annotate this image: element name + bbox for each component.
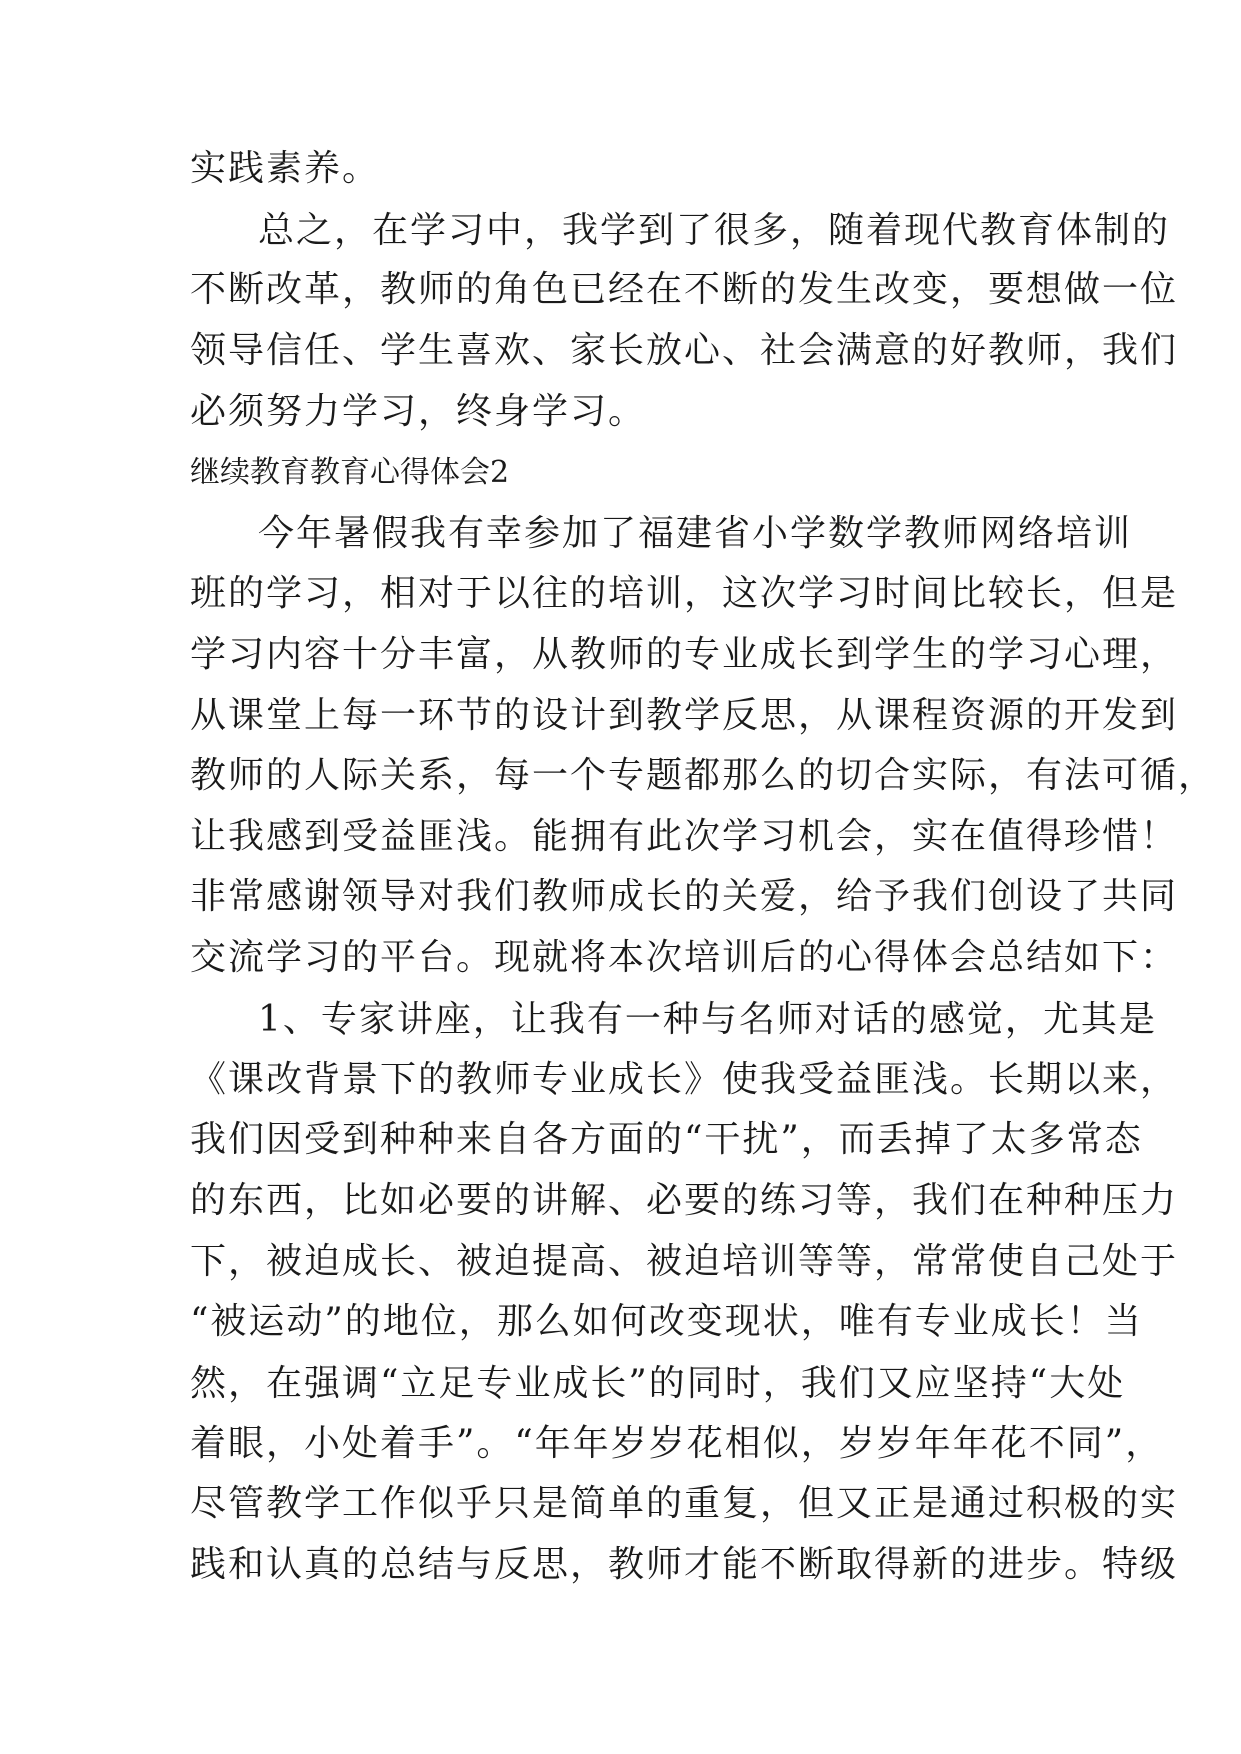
- text-line: 实践素养。: [190, 148, 381, 189]
- text-line: 下，被迫成长、被迫提高、被迫培训等等，常常使自己处于: [190, 1241, 1179, 1282]
- text-line: 不断改革，教师的角色已经在不断的发生改变，要想做一位: [190, 269, 1179, 310]
- text-line: 班的学习，相对于以往的培训，这次学习时间比较长，但是: [190, 573, 1179, 614]
- text-line: 的东西，比如必要的讲解、必要的练习等，我们在种种压力: [190, 1180, 1179, 1221]
- text-line: 必须努力学习，终身学习。: [190, 391, 647, 432]
- text-line: 领导信任、学生喜欢、家长放心、社会满意的好教师，我们: [190, 330, 1179, 371]
- text-line: 然，在强调“立足专业成长”的同时，我们又应坚持“大处: [190, 1363, 1126, 1404]
- text-line: 交流学习的平台。现就将本次培训后的心得体会总结如下：: [190, 937, 1179, 978]
- text-line: “被运动”的地位，那么如何改变现状，唯有专业成长！当: [190, 1301, 1143, 1342]
- text-line: 着眼，小处着手”。“年年岁岁花相似，岁岁年年花不同”，: [190, 1423, 1164, 1464]
- text-line: 尽管教学工作似乎只是简单的重复，但又正是通过积极的实: [190, 1483, 1179, 1524]
- paragraph-start: 总之，在学习中，我学到了很多，随着现代教育体制的: [258, 210, 1171, 251]
- text-line: 学习内容十分丰富，从教师的专业成长到学生的学习心理，: [190, 634, 1179, 675]
- text-line: 《课改背景下的教师专业成长》使我受益匪浅。长期以来，: [190, 1059, 1179, 1100]
- text-line: 我们因受到种种来自各方面的“干扰”，而丢掉了太多常态: [190, 1119, 1143, 1160]
- text-line: 从课堂上每一环节的设计到教学反思，从课程资源的开发到: [190, 695, 1179, 736]
- section-heading: 继续教育教育心得体会2: [190, 455, 510, 490]
- text-line: 非常感谢领导对我们教师成长的关爱，给予我们创设了共同: [190, 876, 1179, 917]
- paragraph-start: 今年暑假我有幸参加了福建省小学数学教师网络培训: [258, 513, 1133, 554]
- paragraph-start: 1、专家讲座，让我有一种与名师对话的感觉，尤其是: [258, 999, 1157, 1040]
- text-line: 教师的人际关系，每一个专题都那么的切合实际，有法可循，: [190, 755, 1217, 796]
- text-line: 践和认真的总结与反思，教师才能不断取得新的进步。特级: [190, 1544, 1179, 1585]
- text-line: 让我感到受益匪浅。能拥有此次学习机会，实在值得珍惜！: [190, 816, 1179, 857]
